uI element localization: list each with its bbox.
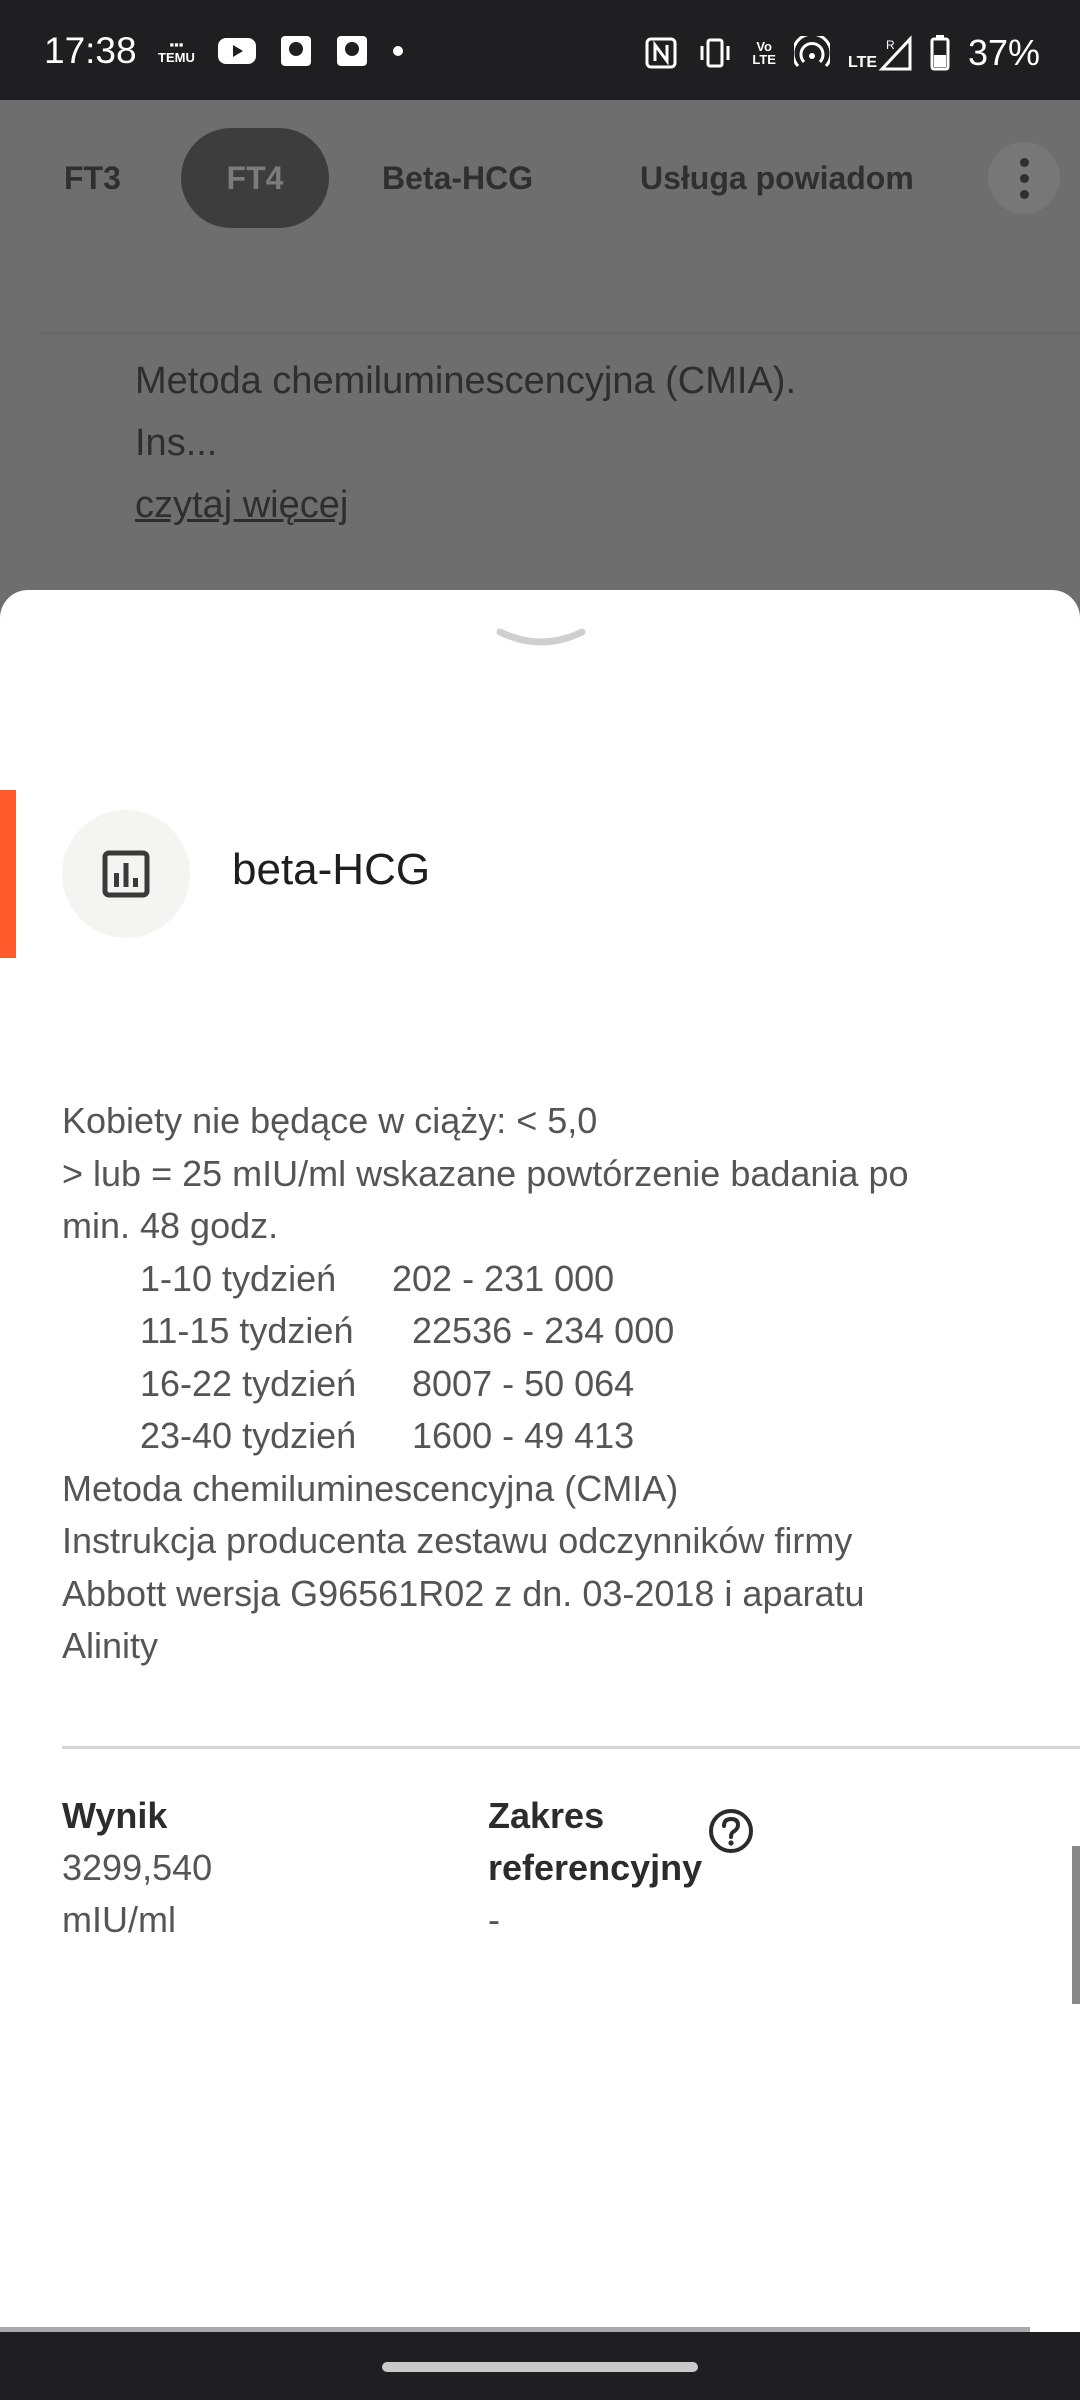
status-bar	[0, 0, 1080, 100]
svg-text:LTE: LTE	[847, 54, 877, 71]
tab-ft3[interactable]: FT3	[64, 160, 121, 196]
result-section	[62, 1790, 442, 1946]
hotspot-icon	[794, 36, 830, 70]
test-description	[62, 1095, 1042, 1673]
background-page	[0, 100, 1080, 590]
result-label: Wynik	[62, 1795, 168, 1836]
dot-icon	[391, 44, 405, 58]
background-description	[135, 350, 1015, 536]
reference-label: Zakres	[488, 1795, 605, 1836]
week-label: 16-22 tydzień	[140, 1362, 357, 1404]
description-line: min. 48 godz.	[62, 1205, 279, 1246]
help-icon[interactable]	[708, 1808, 754, 1854]
result-value: 3299,540	[62, 1847, 213, 1888]
scrollbar[interactable]	[1072, 1846, 1080, 2004]
test-title: beta-HCG	[232, 845, 431, 894]
week-range: 8007 - 50 064	[412, 1362, 635, 1404]
week-range: 22536 - 234 000	[412, 1310, 675, 1351]
tab-beta-hcg[interactable]: Beta-HCG	[382, 160, 534, 196]
description-line: > lub = 25 mIU/ml wskazane powtórzenie badania po	[62, 1152, 909, 1194]
battery-icon	[930, 35, 950, 71]
divider	[62, 1746, 1080, 1749]
notification-icons	[158, 34, 405, 68]
description-line: Metoda chemiluminescencyjna (CMIA)	[62, 1467, 679, 1509]
reference-range-section	[488, 1790, 728, 1946]
app-icon	[335, 34, 369, 68]
vibrate-icon	[696, 36, 734, 70]
tab-ft4[interactable]: FT4	[181, 128, 329, 228]
week-range: 1600 - 49 413	[412, 1415, 635, 1456]
description-line: Abbott wersja G96561R02 z dn. 03-2018 i aparatu	[62, 1572, 865, 1614]
volte-icon: Vo LTE	[752, 39, 776, 67]
description-line: Metoda chemiluminescencyjna (CMIA).	[135, 360, 797, 402]
reference-label: referencyjny	[488, 1847, 703, 1888]
description-line: Alinity	[62, 1625, 159, 1666]
description-line: Ins...	[135, 422, 218, 464]
temu-icon: ▪▪▪ TEMU	[158, 37, 195, 65]
more-options-icon[interactable]	[988, 142, 1060, 214]
home-gesture-handle[interactable]	[382, 2362, 698, 2372]
bar-chart-icon	[101, 849, 151, 899]
description-line: Kobiety nie będące w ciąży: < 5,0	[62, 1100, 598, 1141]
app-icon	[279, 34, 313, 68]
read-more-link[interactable]: czytaj więcej	[135, 484, 349, 526]
system-icons	[644, 32, 1040, 74]
week-range-row	[62, 1305, 1042, 1358]
bottom-sheet	[0, 590, 1080, 2332]
lte-signal-icon	[848, 35, 912, 71]
description-line: Instrukcja producenta zestawu odczynników firmy	[62, 1520, 853, 1561]
week-range-row	[62, 1253, 1042, 1306]
reference-value: -	[488, 1899, 500, 1940]
tab-notification-service[interactable]: Usługa powiadom	[640, 160, 914, 196]
tab-bar	[0, 128, 1080, 228]
nfc-icon	[644, 36, 678, 70]
divider	[40, 332, 1080, 334]
youtube-icon	[217, 36, 257, 66]
sheet-collapse-handle-icon[interactable]	[496, 626, 586, 650]
week-range: 202 - 231 000	[392, 1257, 615, 1299]
week-label: 11-15 tydzień	[140, 1310, 354, 1351]
test-avatar	[62, 810, 190, 938]
status-time: 17:38	[44, 30, 137, 71]
week-label: 1-10 tydzień	[140, 1257, 337, 1299]
accent-bar	[0, 790, 16, 958]
week-range-row	[62, 1358, 1042, 1411]
week-label: 23-40 tydzień	[140, 1415, 357, 1456]
battery-percent: 37%	[967, 32, 1040, 73]
navigation-bar	[0, 2332, 1080, 2400]
week-range-row	[62, 1410, 1042, 1463]
svg-text:R: R	[885, 38, 895, 52]
result-unit: mIU/ml	[62, 1899, 176, 1940]
